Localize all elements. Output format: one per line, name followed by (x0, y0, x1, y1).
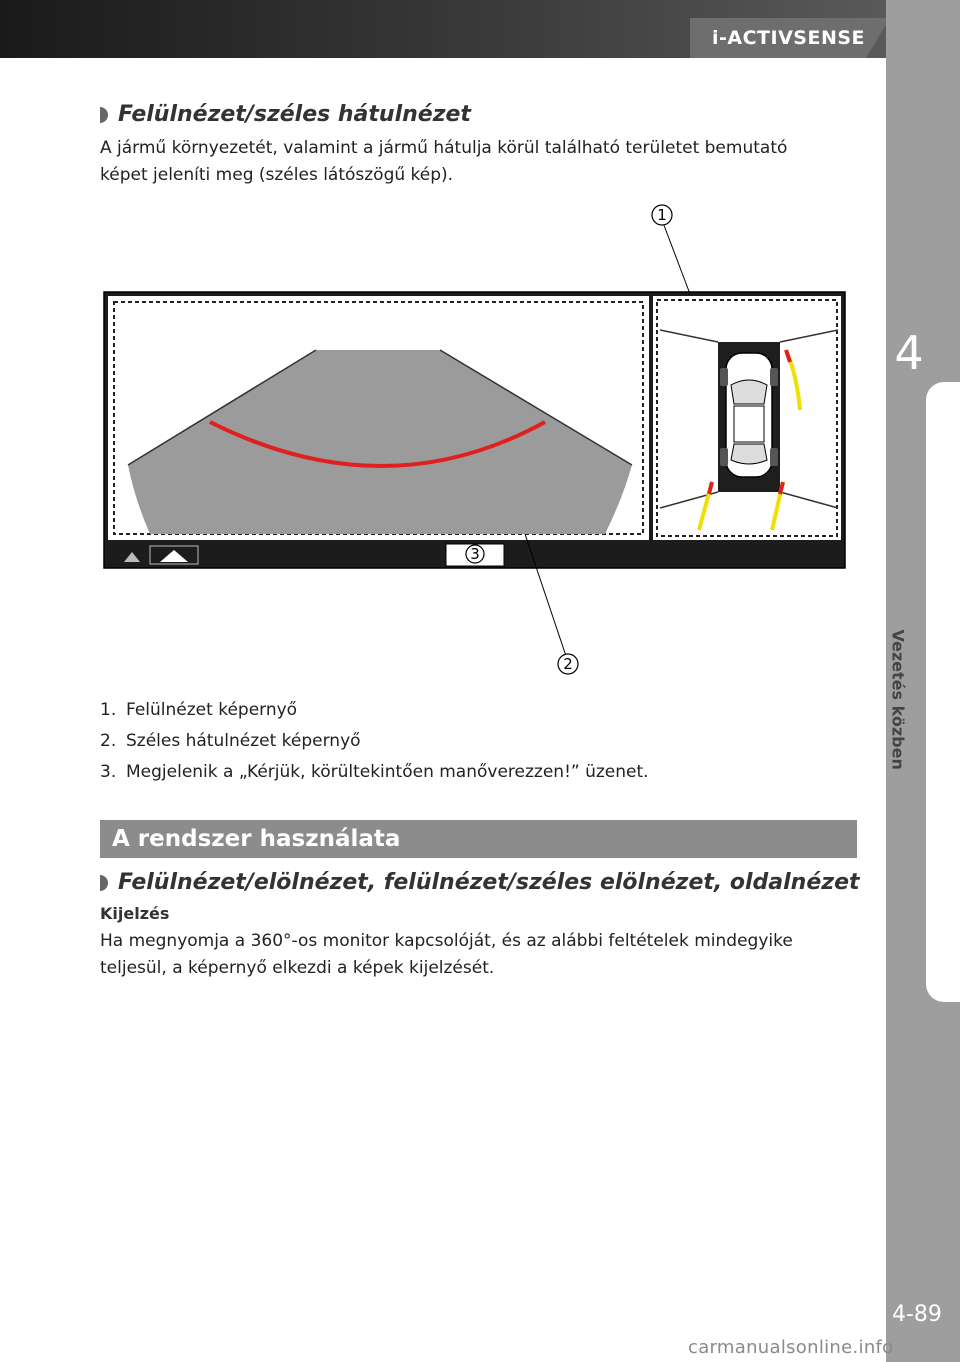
chapter-tab (926, 382, 960, 1002)
camera-view-icons (118, 546, 198, 564)
section-paragraph: Ha megnyomja a 360°-os monitor kapcsolóját, és az alábbi feltételek mindegyike teljesül, a képernyő elkezdi a képek kijelzését. (100, 931, 793, 978)
heading-marker-icon (100, 107, 108, 123)
chapter-label: Vezetés közben (888, 629, 908, 770)
camera-screen-figure (0, 190, 880, 690)
page-number: 4-89 (892, 1302, 942, 1327)
legend-item: 3. Megjelenik a „Kérjük, körültekintően manőverezzen!” üzenet. (100, 762, 649, 782)
chapter-number: 4 (894, 326, 924, 380)
legend-item: 1. Felülnézet képernyő (100, 700, 298, 720)
callout-1-label: 1 (657, 206, 667, 224)
heading-marker-icon (100, 875, 108, 891)
section-heading-text: Felülnézet/széles hátulnézet (118, 102, 471, 127)
callout-3-label: 3 (470, 545, 480, 563)
section-heading-text: Felülnézet/elölnézet, felülnézet/széles elölnézet, oldalnézet (118, 870, 860, 895)
callout-2-label: 2 (563, 655, 573, 673)
subheading: Kijelzés (100, 904, 170, 923)
watermark: carmanualsonline.info (688, 1337, 894, 1358)
legend-item: 2. Széles hátulnézet képernyő (100, 731, 361, 751)
car-top-icon (720, 353, 778, 477)
section-title: A rendszer használata (112, 826, 401, 852)
section-paragraph: A jármű környezetét, valamint a jármű hátulja körül található területet bemutató képet jeleníti meg (széles látószögű kép). (100, 138, 788, 185)
figure-legend (100, 695, 649, 788)
section-heading-front-view (100, 870, 860, 895)
section-heading-rear-view (100, 102, 471, 127)
header-title: i-ACTIVSENSE (712, 27, 866, 49)
